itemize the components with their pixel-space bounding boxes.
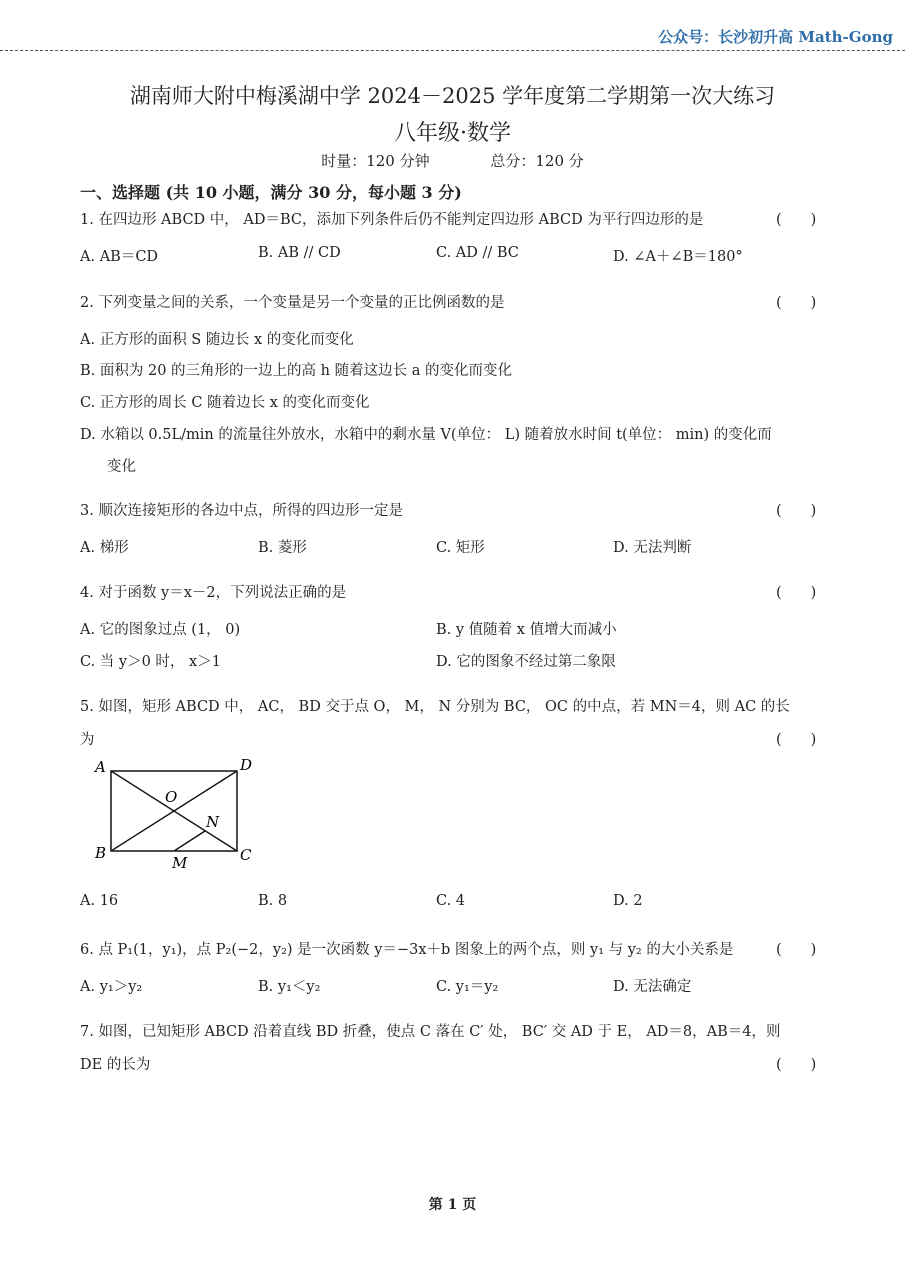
q5-option-a: A. 16 — [80, 893, 119, 909]
q6-option-c: C. y₁＝y₂ — [436, 979, 499, 995]
q3-option-b: B. 菱形 — [258, 540, 307, 556]
q7-stem-continued: DE 的长为 — [80, 1057, 151, 1073]
q5-option-b: B. 8 — [258, 893, 288, 909]
label-b: B — [95, 844, 107, 862]
label-o: O — [165, 788, 178, 806]
q3-option-d: D. 无法判断 — [613, 540, 692, 556]
label-a: A — [95, 758, 106, 776]
q5-stem-continued: 为 — [80, 732, 95, 748]
q4-answer-blank: ( ) — [776, 585, 817, 601]
q5-option-d: D. 2 — [613, 893, 643, 909]
exam-title: 湖南师大附中梅溪湖中学 2024－2025 学年度第二学期第一次大练习 — [129, 84, 776, 108]
segment-mn — [174, 831, 205, 851]
section-heading: 一、选择题 (共 10 小题，满分 30 分，每小题 3 分) — [80, 183, 462, 202]
label-n: N — [206, 813, 220, 831]
q6-option-b: B. y₁＜y₂ — [258, 979, 321, 995]
q5-answer-blank: ( ) — [776, 732, 817, 748]
q6-answer-blank: ( ) — [776, 942, 817, 958]
page-number: 第 1 页 — [428, 1197, 477, 1213]
label-m: M — [172, 854, 188, 872]
q5-stem: 5. 如图，矩形 ABCD 中， AC， BD 交于点 O， M， N 分别为 BC， OC 的中点，若 MN＝4，则 AC 的长 — [80, 699, 790, 715]
q4-stem: 4. 对于函数 y＝x－2，下列说法正确的是 — [80, 585, 347, 601]
exam-time: 时量：120 分钟 — [321, 152, 430, 170]
q2-option-c: C. 正方形的周长 C 随着边长 x 的变化而变化 — [80, 395, 370, 411]
q4-option-b: B. y 值随着 x 值增大而减小 — [436, 622, 617, 638]
q1-option-b: B. AB // CD — [258, 245, 341, 261]
q3-stem: 3. 顺次连接矩形的各边中点，所得的四边形一定是 — [80, 503, 403, 519]
q2-answer-blank: ( ) — [776, 295, 817, 311]
exam-meta — [0, 150, 905, 171]
label-d: D — [240, 756, 253, 774]
exam-score: 总分：120 分 — [490, 152, 584, 170]
q1-answer-blank: ( ) — [776, 212, 817, 228]
q1-stem: 1. 在四边形 ABCD 中， AD＝BC，添加下列条件后仍不能判定四边形 ABCD 为平行四边形的是 — [80, 212, 704, 228]
q5-option-c: C. 4 — [436, 893, 466, 909]
q3-answer-blank: ( ) — [776, 503, 817, 519]
q7-stem: 7. 如图，已知矩形 ABCD 沿着直线 BD 折叠，使点 C 落在 C′ 处， BC′ 交 AD 于 E， AD＝8，AB＝4，则 — [80, 1024, 781, 1040]
q6-option-d: D. 无法确定 — [613, 979, 692, 995]
q2-stem: 2. 下列变量之间的关系，一个变量是另一个变量的正比例函数的是 — [80, 295, 505, 311]
q1-option-c: C. AD // BC — [436, 245, 519, 261]
q6-option-a: A. y₁＞y₂ — [80, 979, 143, 995]
q5-rectangle-figure — [90, 752, 270, 877]
q4-option-a: A. 它的图象过点 (1， 0) — [80, 622, 241, 638]
header-divider — [0, 50, 905, 51]
q3-option-a: A. 梯形 — [80, 540, 129, 556]
q4-option-c: C. 当 y＞0 时， x＞1 — [80, 654, 221, 670]
q2-option-d-continued: 变化 — [107, 459, 136, 475]
q3-option-c: C. 矩形 — [436, 540, 485, 556]
q7-answer-blank: ( ) — [776, 1057, 817, 1073]
label-c: C — [240, 846, 252, 864]
q4-option-d: D. 它的图象不经过第二象限 — [436, 654, 616, 670]
header-tag: 公众号：长沙初升高 Math-Gong — [658, 28, 893, 46]
q2-option-b: B. 面积为 20 的三角形的一边上的高 h 随着这边长 a 的变化而变化 — [80, 363, 512, 379]
q2-option-a: A. 正方形的面积 S 随边长 x 的变化而变化 — [80, 332, 354, 348]
exam-subtitle: 八年级·数学 — [394, 121, 511, 146]
q6-stem: 6. 点 P₁(1，y₁)，点 P₂(−2，y₂) 是一次函数 y＝−3x＋b 图象上的两个点，则 y₁ 与 y₂ 的大小关系是 — [80, 942, 734, 958]
q1-option-a: A. AB＝CD — [80, 249, 159, 265]
q1-option-d: D. ∠A＋∠B＝180° — [613, 249, 743, 265]
q2-option-d: D. 水箱以 0.5L/min 的流量往外放水，水箱中的剩水量 V(单位： L) 随着放水时间 t(单位： min) 的变化而 — [80, 427, 772, 443]
